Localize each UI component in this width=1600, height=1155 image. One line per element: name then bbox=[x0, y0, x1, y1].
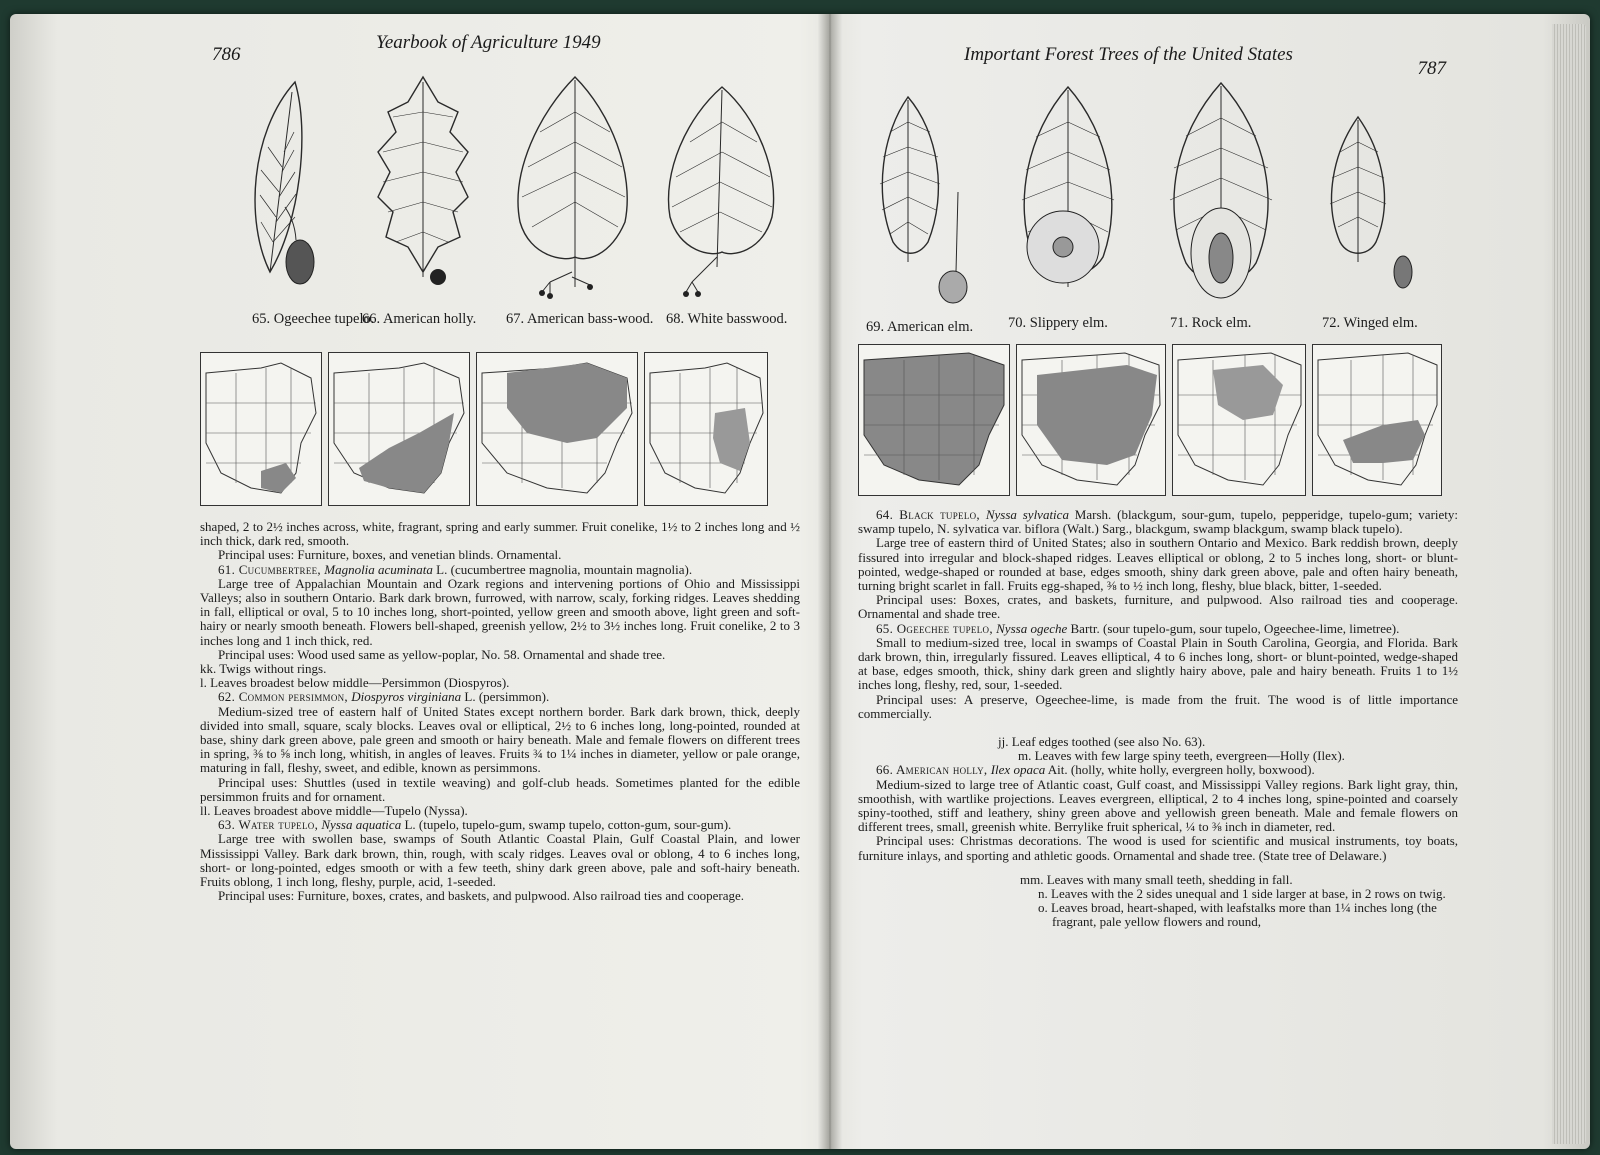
species-entry-66 bbox=[858, 763, 1458, 777]
key-line: ll. Leaves broadest above middle—Tupelo (Nyssa). bbox=[200, 803, 468, 819]
paragraph: Principal uses: Christmas decorations. The wood is used for scientific and musical instruments, toy boats, furniture inlays, and sporting and athletic goods. Ornamental and shade tree. (State tree of Delaware.) bbox=[858, 833, 1458, 863]
paragraph: Principal uses: Furniture, boxes, crates, and baskets, and pulpwood. Also railroad ties and cooperage. bbox=[218, 888, 745, 904]
species-entry-61 bbox=[200, 563, 800, 577]
paragraph: Large tree of Appalachian Mountain and Ozark regions and intervening portions of Ohio and Mississippi Valleys; also in southern Ontario. Bark dark brown, furrowed, with narrow, scaly, forking ridges. Leaves shedding in fall, elliptical or oval, 5 to 10 inches long, short-pointed, yellow green and smooth above, light green and soft-hairy or nearly smooth beneath. Flowers bell-shaped, greenish yellow, 2½ to 3½ inches long. Fruit conelike, 2 to 3 inches long and 1 inch thick, red. bbox=[200, 575, 800, 648]
figure-69-leaf bbox=[868, 92, 978, 307]
key-line: n. Leaves with the 2 sides unequal and 1 side larger at base, in 2 rows on twig. bbox=[1038, 886, 1446, 902]
right-page bbox=[858, 30, 1458, 1130]
left-page-header bbox=[200, 30, 800, 66]
figure-70-leaf bbox=[1008, 82, 1128, 312]
book-gutter bbox=[818, 14, 842, 1149]
key-line: kk. Twigs without rings. bbox=[200, 661, 327, 677]
range-map-69 bbox=[858, 344, 1010, 496]
paragraph: Medium-sized tree of eastern half of United States except northern border. Bark dark brown, thick, deeply divided into small, square, scaly blocks. Leaves oval or elliptical, 2½ to 6 inches long, long-pointed, rounded at base, shiny dark green above, pale green and smooth or hairy beneath. Male and female flowers on different trees in spring, ⅜ to ⅝ inch long, whitish, in angles of leaves. Fruits ¾ to 1¼ inches in diameter, yellow or pale orange, maturing in fall, fleshy, sweet, and edible, known as persimmons. bbox=[200, 703, 800, 776]
species-number-name: 66. American holly, bbox=[876, 762, 988, 778]
key-line: o. Leaves broad, heart-shaped, with leafstalks more than 1¼ inches long (the fragrant, pale yellow flowers and round, bbox=[1038, 900, 1437, 930]
left-page bbox=[200, 30, 800, 1130]
species-common-names: Bartr. (sour tupelo-gum, sour tupelo, Ogeechee-lime, limetree). bbox=[1067, 620, 1400, 636]
figure-65-caption: 65. Ogeechee tupelo. bbox=[252, 311, 375, 327]
leaf-illustrations bbox=[200, 72, 800, 352]
species-number-name: 65. Ogeechee tupelo, bbox=[876, 620, 993, 636]
running-title: Yearbook of Agriculture 1949 bbox=[376, 32, 601, 53]
species-common-names: Marsh. (blackgum, sour-gum, tupelo, pepperidge, tupelo-gum; variety: swamp tupelo, N. sylvatica var. biflora (Walt.) Sarg., blackgum, swamp blackgum, swamp black tupelo). bbox=[858, 507, 1459, 537]
leaf-illustrations bbox=[858, 72, 1458, 344]
species-number-name: 62. Common persimmon, bbox=[218, 689, 348, 705]
species-latin-name: Diospyros virginiana bbox=[351, 689, 462, 705]
paragraph: Principal uses: Furniture, boxes, and venetian blinds. Ornamental. bbox=[218, 547, 562, 563]
figure-69-caption: 69. American elm. bbox=[866, 319, 974, 335]
figure-67-caption-text: 67. American bass-wood. bbox=[506, 311, 654, 327]
range-maps-left bbox=[200, 352, 800, 512]
paragraph: Large tree with swollen base, swamps of South Atlantic Coastal Plain, Gulf Coastal Plain, and lower Mississippi Valley. Bark dark brown, thin, rough, with scaly ridges. Leaves oval or oblong, 4 to 6 inches long, short- or long-pointed, edges smooth or with a few teeth, shiny dark green above, pale and soft-hairy beneath. Fruits oblong, 1 inch long, fleshy, purple, acid, 1-seeded. bbox=[200, 831, 800, 890]
page-number: 787 bbox=[1417, 58, 1446, 79]
species-entry-63 bbox=[200, 818, 800, 832]
figure-68-leaf bbox=[662, 82, 782, 302]
range-map-67 bbox=[476, 352, 638, 506]
species-common-names: L. (tupelo, tupelo-gum, swamp tupelo, cotton-gum, sour-gum). bbox=[401, 817, 732, 833]
species-entry-62 bbox=[200, 690, 800, 704]
figure-68-caption: 68. White basswood. bbox=[666, 311, 788, 327]
paragraph: Principal uses: A preserve, Ogeechee-lime, is made from the fruit. The wood is of little importance commercially. bbox=[858, 691, 1458, 721]
range-map-65 bbox=[200, 352, 322, 506]
key-line: m. Leaves with few large spiny teeth, evergreen—Holly (Ilex). bbox=[1018, 748, 1345, 764]
paragraph: Principal uses: Wood used same as yellow-poplar, No. 58. Ornamental and shade tree. bbox=[218, 646, 666, 662]
key-line: mm. Leaves with many small teeth, shedding in fall. bbox=[1020, 871, 1293, 887]
figure-66-leaf bbox=[368, 72, 478, 302]
paragraph: shaped, 2 to 2½ inches across, white, fragrant, spring and early summer. Fruit conelike, 1½ to 2 inches long and ½ inch thick, dark red, smooth. bbox=[200, 519, 800, 549]
species-latin-name: Magnolia acuminata bbox=[324, 561, 433, 577]
figure-67-leaf bbox=[510, 72, 640, 302]
species-common-names: L. (cucumbertree magnolia, mountain magnolia). bbox=[432, 561, 693, 577]
species-latin-name: Nyssa sylvatica bbox=[985, 507, 1069, 522]
figure-71-leaf bbox=[1156, 78, 1286, 313]
key-line: l. Leaves broadest below middle—Persimmon (Diospyros). bbox=[200, 675, 510, 691]
species-entry-64 bbox=[858, 508, 1458, 536]
species-latin-name: Nyssa aquatica bbox=[321, 817, 402, 833]
figure-70-caption: 70. Slippery elm. bbox=[1008, 315, 1108, 331]
figure-65-leaf bbox=[240, 72, 320, 302]
species-number-name: 64. Black tupelo, bbox=[876, 507, 980, 522]
paragraph: Small to medium-sized tree, local in swamps of Coastal Plain in South Carolina, Georgia, and Florida. Bark dark brown, thin, irregularly fissured. Leaves elliptical, 4 to 6 inches long, short- or blunt-pointed, wedge-shaped at base, edges smooth, thick, shiny dark green and slightly hairy above, pale and hairy beneath. Fruits 1 to 1½ inches long, fleshy, red, sour, 1-seeded. bbox=[858, 634, 1458, 693]
paragraph: Principal uses: Boxes, crates, and baskets, furniture, and pulpwood. Also railroad ties and cooperage. Ornamental and shade tree. bbox=[858, 592, 1458, 622]
right-page-body-text bbox=[858, 508, 1458, 930]
figure-72-caption: 72. Winged elm. bbox=[1322, 315, 1418, 331]
species-common-names: Ait. (holly, white holly, evergreen holly, boxwood). bbox=[1045, 762, 1315, 778]
page-edges-right bbox=[1552, 24, 1586, 1144]
species-number-name: 63. Water tupelo, bbox=[218, 817, 319, 833]
figure-66-caption: 66. American holly. bbox=[362, 311, 477, 327]
key-line: jj. Leaf edges toothed (see also No. 63). bbox=[998, 734, 1206, 750]
species-common-names: L. (persimmon). bbox=[461, 689, 550, 705]
species-latin-name: Nyssa ogeche bbox=[996, 620, 1068, 636]
range-map-71 bbox=[1172, 344, 1306, 496]
paragraph: Large tree of eastern third of United States; also in southern Ontario and Mexico. Bark reddish brown, deeply fissured into irregular and block-shaped ridges. Leaves elliptical or oblong, 2 to 5 inches long, short- or blunt-pointed, wedge-shaped or rounded at base, edges smooth, shiny dark green above, pale and often hairy beneath, turning bright scarlet in fall. Fruits egg-shaped, ⅜ to ½ inch long, fleshy, blue black, bitter, 1-seeded. bbox=[858, 535, 1458, 594]
figure-67-caption bbox=[506, 312, 653, 327]
left-page-body-text bbox=[200, 520, 800, 903]
figure-72-leaf bbox=[1318, 112, 1428, 302]
range-maps-right bbox=[858, 344, 1458, 500]
figure-71-caption: 71. Rock elm. bbox=[1170, 315, 1252, 331]
range-map-72 bbox=[1312, 344, 1442, 496]
species-number-name: 61. Cucumbertree, bbox=[218, 561, 321, 577]
paragraph: Principal uses: Shuttles (used in textile weaving) and golf-club heads. Sometimes planted for the edible persimmon fruits and for ornament. bbox=[200, 774, 800, 804]
paragraph: Medium-sized to large tree of Atlantic coast, Gulf coast, and Mississippi Valley regions. Bark light gray, thin, smoothish, with wartlike projections. Leaves evergreen, elliptical, 2 to 4 inches long, spine-pointed and coarsely spiny-toothed, stiff and leathery, shiny green above and yellowish green beneath. Male and female flowers on different trees, small, greenish white. Berrylike fruit spherical, ¼ to ⅜ inch in diameter, red. bbox=[858, 776, 1458, 835]
range-map-66 bbox=[328, 352, 470, 506]
right-page-header bbox=[858, 30, 1458, 79]
range-map-68 bbox=[644, 352, 768, 506]
species-latin-name: Ilex opaca bbox=[990, 762, 1046, 778]
running-title: Important Forest Trees of the United States bbox=[964, 44, 1293, 65]
species-entry-65 bbox=[858, 622, 1458, 636]
range-map-70 bbox=[1016, 344, 1166, 496]
page-number: 786 bbox=[212, 44, 241, 65]
